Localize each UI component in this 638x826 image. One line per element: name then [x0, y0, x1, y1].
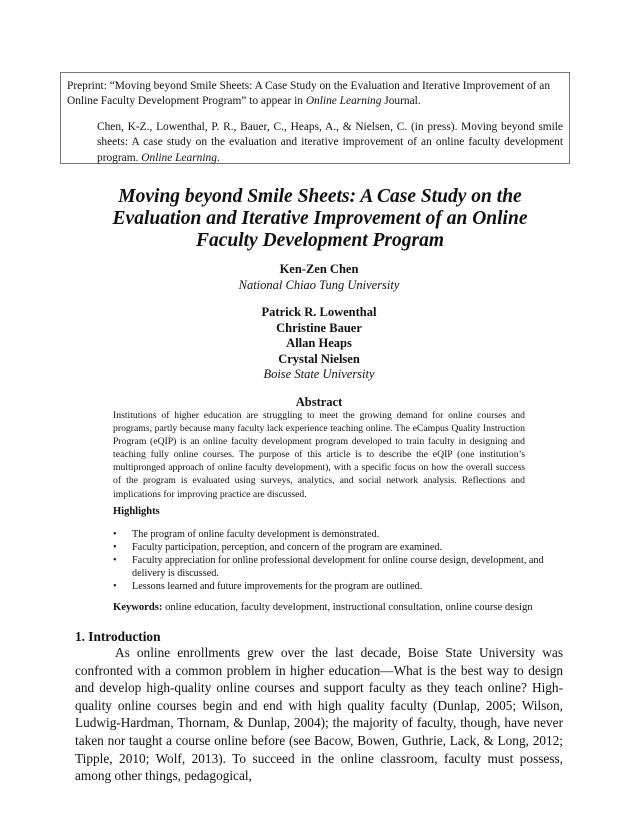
list-item: • Faculty appreciation for online professional development for online course design, development, and delivery is discussed.: [113, 554, 563, 580]
abstract-text: Institutions of higher education are struggling to meet the growing demand for online courses and programs, partly because many faculty lack experience teaching online. The eCampus Quality Instruction Program (eQIP) is an online faculty development program developed to train faculty in designing and teaching fully online courses. The purpose of this article is to describe the eQIP (one institution’s multipronged approach of online faculty development), with a specific focus on how the overall success of the program is evaluated using surveys, analytics, and social network analysis. Reflections and implications for improving practice are discussed.: [113, 410, 525, 500]
author-name: Crystal Nielsen: [278, 351, 360, 366]
author-name: Christine Bauer: [276, 320, 362, 335]
introduction-paragraph: As online enrollments grew over the last decade, Boise State University was confronted with a common problem in higher education—What is the best way to design and develop high-quality online courses and support faculty as they teach online? High-quality online courses begin and end with high quality faculty (Dunlap, 2005; Wilson, Ludwig-Hardman, Thornam, & Dunlap, 2004); the majority of faculty, though, have never taken nor taught a course online before (see Bacow, Bowen, Guthrie, Lack, & Long, 2012; Tipple, 2010; Wolf, 2013). To succeed in the online classroom, faculty must possess, among other things, pedagogical,: [75, 645, 563, 784]
highlights-list: [113, 528, 563, 593]
preprint-journal: Online Learning: [305, 95, 382, 108]
author-name: Allan Heaps: [286, 336, 352, 350]
list-item: • The program of online faculty development is demonstrated.: [113, 528, 563, 541]
keywords-label: Keywords:: [113, 602, 163, 613]
preprint-notice-box: [60, 72, 570, 164]
paper-title: Moving beyond Smile Sheets: A Case Study on the Evaluation and Iterative Improvement of an Online Faculty Development Program: [112, 186, 528, 251]
preprint-citation: Chen, K-Z., Lowenthal, P. R., Bauer, C., Heaps, A., & Nielsen, C. (in press). Moving beyond smile sheets: A case study on the evaluation and iterative improvement of an online faculty development program. Online Learning.: [97, 120, 563, 164]
author-group-1: [0, 262, 638, 293]
author-name: Ken-Zen Chen: [279, 262, 359, 276]
citation-journal: Online Learning: [141, 151, 217, 164]
abstract-heading: Abstract: [295, 395, 343, 409]
highlights-heading: Highlights: [113, 506, 160, 517]
preprint-notice: Preprint: “Moving beyond Smile Sheets: A Case Study on the Evaluation and Iterative Improvement of an Online Faculty Development Program” to appear in Online Learning Journal.: [67, 80, 551, 108]
keywords-text: online education, faculty development, instructional consultation, online course design: [162, 602, 533, 613]
author-affiliation: Boise State University: [263, 367, 375, 381]
author-group-2: [0, 305, 638, 383]
keywords: [113, 602, 533, 613]
author-name: Patrick R. Lowenthal: [261, 305, 377, 319]
list-item: • Lessons learned and future improvements for the program are outlined.: [113, 580, 563, 593]
author-affiliation: National Chiao Tung University: [238, 277, 400, 292]
list-item: • Faculty participation, perception, and concern of the program are examined.: [113, 541, 563, 554]
introduction-heading: 1. Introduction: [75, 629, 161, 644]
